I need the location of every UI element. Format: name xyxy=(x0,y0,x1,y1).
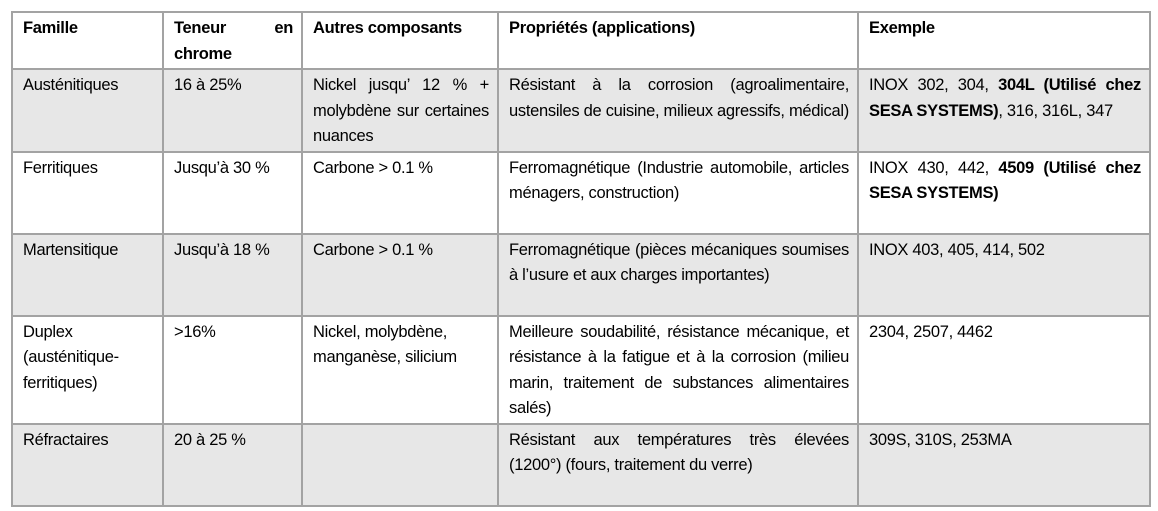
exemple-text-suffix: , 316, 316L, 347 xyxy=(998,101,1113,120)
cell-teneur-chrome: 20 à 25 % xyxy=(163,424,302,506)
cell-autres-composants: Nickel jusqu’ 12 % + molybdène sur certaines nuances xyxy=(302,69,498,152)
cell-autres-composants: Carbone > 0.1 % xyxy=(302,234,498,316)
cell-exemple xyxy=(858,69,1150,152)
table-header-row xyxy=(12,12,1150,69)
exemple-text: 2304, 2507, 4462 xyxy=(869,322,993,341)
table-row-refractaires xyxy=(12,424,1150,506)
cell-autres-composants: Carbone > 0.1 % xyxy=(302,152,498,234)
cell-proprietes: Résistant aux températures très élevées (1200°) (fours, traitement du verre) xyxy=(498,424,858,506)
cell-autres-composants: Nickel, molybdène, manganèse, silicium xyxy=(302,316,498,424)
cell-exemple xyxy=(858,424,1150,506)
table-row-ferritiques xyxy=(12,152,1150,234)
table-row-duplex xyxy=(12,316,1150,424)
cell-proprietes: Résistant à la corrosion (agroalimentaire, ustensiles de cuisine, milieux agressifs, médical) xyxy=(498,69,858,152)
cell-exemple xyxy=(858,152,1150,234)
header-teneur-chrome: Teneur en chrome xyxy=(163,12,302,69)
cell-teneur-chrome: 16 à 25% xyxy=(163,69,302,152)
cell-teneur-chrome: Jusqu’à 30 % xyxy=(163,152,302,234)
header-famille: Famille xyxy=(12,12,163,69)
table-row-austenitiques xyxy=(12,69,1150,152)
header-autres-composants: Autres composants xyxy=(302,12,498,69)
exemple-text: INOX 403, 405, 414, 502 xyxy=(869,240,1045,259)
cell-exemple xyxy=(858,234,1150,316)
cell-proprietes: Meilleure soudabilité, résistance mécanique, et résistance à la fatigue et à la corrosion (milieu marin, traitement de substances alimentaires salés) xyxy=(498,316,858,424)
cell-famille: Martensitique xyxy=(12,234,163,316)
cell-teneur-chrome: Jusqu’à 18 % xyxy=(163,234,302,316)
cell-famille: Duplex (austénitique-ferritiques) xyxy=(12,316,163,424)
cell-proprietes: Ferromagnétique (pièces mécaniques soumises à l’usure et aux charges importantes) xyxy=(498,234,858,316)
cell-teneur-chrome: >16% xyxy=(163,316,302,424)
cell-exemple xyxy=(858,316,1150,424)
cell-autres-composants xyxy=(302,424,498,506)
exemple-highlight: 304L (Utilisé chez SESA SYSTEMS) xyxy=(869,76,1141,120)
exemple-highlight: 4509 (Utilisé chez SESA SYSTEMS) xyxy=(869,158,1141,202)
cell-famille: Réfractaires xyxy=(12,424,163,506)
cell-proprietes: Ferromagnétique (Industrie automobile, articles ménagers, construction) xyxy=(498,152,858,234)
cell-famille: Ferritiques xyxy=(12,152,163,234)
header-exemple: Exemple xyxy=(858,12,1150,69)
table-row-martensitique xyxy=(12,234,1150,316)
exemple-text: 309S, 310S, 253MA xyxy=(869,430,1012,449)
cell-famille: Austénitiques xyxy=(12,69,163,152)
stainless-steel-families-table xyxy=(11,11,1151,507)
exemple-text: INOX 302, 304, xyxy=(869,76,999,94)
header-proprietes: Propriétés (applications) xyxy=(498,12,858,69)
exemple-text: INOX 430, 442, xyxy=(869,158,999,177)
